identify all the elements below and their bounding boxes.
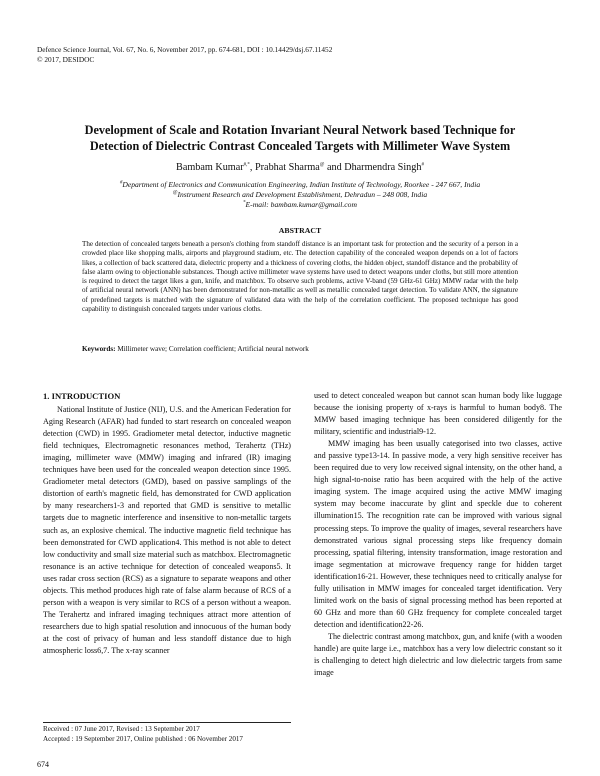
abstract-text: The detection of concealed targets beneath a person's clothing from standoff distance is an important task for protection and the security of a person in a crowded place like shopping malls, airports and playground stadium, etc. The detection capability of the concealed weapon depends on a lot of factors likes, a collection of back scattered data, dielectric property and a thickness of covering cloths, the hidden object, standoff distance and the probability of false alarm owing to objectionable substances. Though active millimeter wave systems have used to detect weapons under cloths, but still more attention is required to detect the target likes a gun, knife, and matchbox. To observe such problems, active V-band (59 GHz-61 GHz) MMW radar with the help of artificial neural network (ANN) has been demonstrated for non-metallic as well as metallic concealed target detection. To validate ANN, the signature of predefined targets is matched with the signature of validated data with the help of the correlation coefficient. The proposed technique has good capability to distinguish concealed targets under various cloths. — [82, 240, 518, 314]
paper-title — [30, 123, 570, 154]
intro-paragraph-3: MMW imaging has been usually categorised into two classes, active and passive type13-14. In passive mode, a very high sensitive receiver has been required due to very low received signal intensity, on the other hand, a high signal-to-noise ratio has been acquired with the help of the active imaging system. The image acquired using the active MMW imaging system may become inaccurate by glint and speckle due to coherent illumination15. The recognition rate can be improved with various signal processing steps. To improve the quality of images, several researchers have demonstrated various signal processing steps like frequency domain processing, spatial filtering, intensity transformation, image restoration and image segmentation at microwave frequency range for hidden target identification16-21. However, these techniques need to critically analyse for fully utilisation in MMW images for concealed target identification. Very limited work on the basis of signal processing method has been reported at 60 GHz and more than 60 GHz frequency for complete concealed target detection and identification22-26. — [314, 439, 562, 629]
affiliation-1-mark: # — [119, 180, 123, 186]
footnote-divider — [43, 722, 291, 723]
keywords-label: Keywords: — [82, 345, 116, 353]
affiliations — [30, 180, 570, 210]
title-line-2: Detection of Dielectric Contrast Concealed Targets with Millimeter Wave System — [89, 138, 511, 153]
affiliation-2-mark: @ — [172, 190, 178, 196]
left-column — [43, 390, 291, 657]
author-1-mark: #,* — [243, 162, 250, 168]
copyright-notice: © 2017, DESIDOC — [37, 55, 95, 64]
author-2-mark: @ — [319, 162, 325, 168]
intro-paragraph-1: National Institute of Justice (NIJ), U.S. and the American Federation for Aging Research (AFAR) had funded to start research on concealed weapon detection (CWD) in 1995. Gradiometer metal detector, inductive magnetic field techniques, Electromagnetic resonances method, Terahertz (THz) imaging, millimeter wave (MMW) imaging and infrared (IR) imaging techniques have been used for the concealed weapon detection since 1995. Gradiometer metal detectors (GMD), based on passive samplings of the distortion of earth's magnetic field, has demonstrated for CWD application by many researchers1-3 and reported that GMD is sensitive to metallic targets due to magnetic interference and insensitive to non-metallic targets such as, an explosive chemical. The inductive magnetic field technique has been demonstrated for CWD application4. This method is not able to detect low conductivity and small size material such as matchbox. Electromagnetic resonance is an active technique for detection of concealed weapons5. It uses radar cross section (RCS) as a signature to separate weapons and other objects. This method produces high rate of false alarm because of RCS of a person with a weapon is very similar to RCS of a person without a weapon. The Terahertz and infrared imaging techniques attract more attention of researchers due to high spatial resolution and innocuous of the human body at the cost of privacy of human and less standoff distance due to high atmospheric loss6,7. The x-ray scanner — [43, 405, 291, 655]
author-1: Bambam Kumar — [176, 162, 244, 173]
right-column — [314, 390, 562, 679]
intro-paragraph-4: The dielectric contrast among matchbox, gun, and knife (with a wooden handle) are quite large i.e., matchbox has a very low dielectric constant so it is challenging to detect high dielectric and low dielectric targets from same image — [314, 631, 562, 678]
keywords-list: Millimeter wave; Correlation coefficient; Artificial neural network — [115, 345, 309, 353]
author-3-mark: # — [421, 162, 424, 168]
affiliation-2: Instrument Research and Development Establishment, Dehradun – 248 008, India — [177, 190, 428, 199]
author-list — [30, 162, 570, 173]
title-line-1: Development of Scale and Rotation Invariant Neural Network based Technique for — [84, 123, 516, 137]
page-number: 674 — [37, 760, 49, 769]
journal-citation: Defence Science Journal, Vol. 67, No. 6, November 2017, pp. 674-681, DOI : 10.14429/dsj.67.11452 — [37, 45, 333, 54]
submission-dates — [43, 725, 243, 745]
author-3: and Dharmendra Singh — [324, 162, 422, 173]
accepted-published-dates: Accepted : 19 September 2017, Online published : 06 November 2017 — [43, 734, 243, 743]
email-mark: * — [243, 200, 246, 206]
received-revised-dates: Received : 07 June 2017, Revised : 13 September 2017 — [43, 725, 200, 733]
intro-paragraph-2: used to detect concealed weapon but cannot scan human body like luggage because the ionising property of x-rays is harmful to human body8. The MMW based imaging technique has been considered diligently for the military, scientific and industrial9-12. — [314, 391, 562, 437]
affiliation-1: Department of Electronics and Communication Engineering, Indian Institute of Technology, Roorkee - 247 667, India — [122, 180, 481, 189]
corresponding-email: E-mail: bambam.kumar@gmail.com — [245, 200, 357, 209]
section-heading-introduction: 1. INTRODUCTION — [43, 391, 121, 401]
abstract-heading: ABSTRACT — [278, 226, 322, 235]
author-2: , Prabhat Sharma — [249, 162, 320, 173]
keywords — [82, 345, 518, 353]
